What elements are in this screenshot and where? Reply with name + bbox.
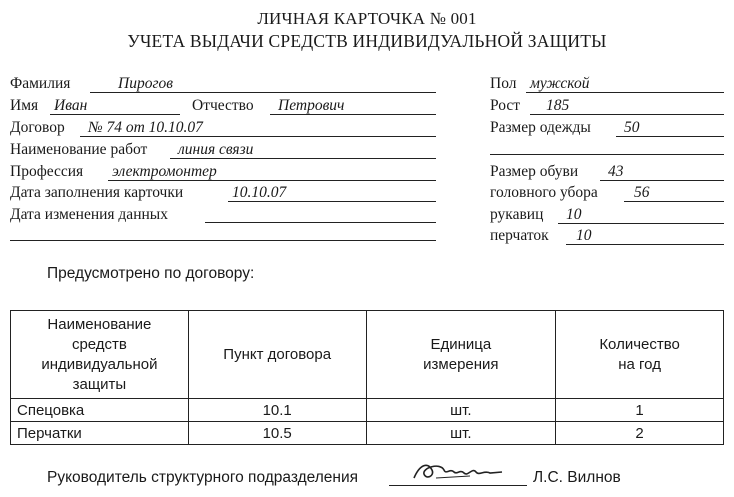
header-qty-line1: Количество: [599, 335, 680, 353]
name-value: Иван: [54, 97, 88, 114]
mittens-label: рукавиц: [490, 206, 544, 223]
card-title: ЛИЧНАЯ КАРТОЧКА № 001: [257, 9, 477, 28]
right-blank-line[interactable]: [490, 154, 724, 155]
header-name-line3: индивидуальной: [41, 355, 158, 373]
filldate-value: 10.10.07: [232, 184, 287, 201]
shoes-value: 43: [608, 163, 624, 180]
name-label: Имя: [10, 97, 39, 114]
mittens-field[interactable]: [558, 206, 724, 224]
sex-field[interactable]: [526, 75, 724, 93]
table-row: [11, 422, 724, 445]
cell-name: Перчатки: [11, 422, 189, 445]
mittens-value: 10: [566, 206, 582, 223]
profession-field[interactable]: [108, 163, 436, 181]
header-unit-line1: Единица: [430, 335, 492, 353]
shoes-field[interactable]: [600, 163, 724, 181]
cell-clause: 10.1: [188, 399, 366, 422]
work-label: Наименование работ: [10, 141, 148, 158]
patronymic-field[interactable]: [270, 97, 436, 115]
clothes-field[interactable]: [616, 119, 724, 137]
gloves-field[interactable]: [566, 227, 724, 245]
hat-field[interactable]: [624, 184, 724, 202]
hat-value: 56: [634, 184, 650, 201]
table-header-row: [11, 311, 724, 399]
changedate-extra-line[interactable]: [10, 240, 436, 241]
name-field[interactable]: [50, 97, 180, 115]
filldate-label: Дата заполнения карточки: [10, 184, 184, 201]
provided-label: Предусмотрено по договору:: [47, 265, 255, 282]
cell-qty: 2: [556, 422, 724, 445]
header-qty-line2: на год: [618, 355, 661, 373]
contract-field[interactable]: [80, 119, 436, 137]
clothes-value: 50: [624, 119, 640, 136]
changedate-field[interactable]: [205, 222, 436, 223]
surname-label: Фамилия: [10, 75, 71, 92]
gloves-value: 10: [576, 227, 592, 244]
height-value: 185: [546, 97, 570, 114]
header-name-line4: защиты: [72, 375, 127, 393]
signature: [410, 456, 510, 486]
header-name-line1: Наименование: [47, 315, 152, 333]
work-field[interactable]: [170, 141, 436, 159]
header-name: [11, 311, 189, 399]
table-row: [11, 399, 724, 422]
manager-name: Л.С. Вилнов: [533, 469, 621, 486]
cell-clause: 10.5: [188, 422, 366, 445]
height-field[interactable]: [530, 97, 724, 115]
cell-unit: шт.: [366, 399, 556, 422]
sex-label: Пол: [490, 75, 517, 92]
work-value: линия связи: [178, 141, 254, 158]
gloves-label: перчаток: [490, 227, 549, 244]
hat-label: головного убора: [490, 184, 598, 201]
ppe-table: [10, 310, 724, 445]
contract-value: № 74 от 10.10.07: [88, 119, 203, 136]
header-qty: [556, 311, 724, 399]
header-unit: [366, 311, 556, 399]
changedate-label: Дата изменения данных: [10, 206, 168, 223]
sex-value: мужской: [530, 75, 590, 92]
clothes-label: Размер одежды: [490, 119, 591, 136]
surname-field[interactable]: [90, 75, 436, 93]
card-subtitle: УЧЕТА ВЫДАЧИ СРЕДСТВ ИНДИВИДУАЛЬНОЙ ЗАЩИТЫ: [127, 31, 607, 51]
header-clause: Пункт договора: [188, 311, 366, 399]
patronymic-value: Петрович: [278, 97, 345, 114]
surname-value: Пирогов: [118, 75, 173, 92]
filldate-field[interactable]: [228, 184, 436, 202]
patronymic-label: Отчество: [192, 97, 254, 114]
header-unit-line2: измерения: [423, 355, 499, 373]
contract-label: Договор: [10, 119, 65, 136]
profession-label: Профессия: [10, 163, 84, 180]
cell-unit: шт.: [366, 422, 556, 445]
cell-qty: 1: [556, 399, 724, 422]
shoes-label: Размер обуви: [490, 163, 579, 180]
header-name-line2: средств: [71, 335, 127, 353]
profession-value: электромонтер: [112, 163, 217, 180]
cell-name: Спецовка: [11, 399, 189, 422]
height-label: Рост: [490, 97, 521, 114]
manager-label: Руководитель структурного подразделения: [47, 469, 359, 486]
